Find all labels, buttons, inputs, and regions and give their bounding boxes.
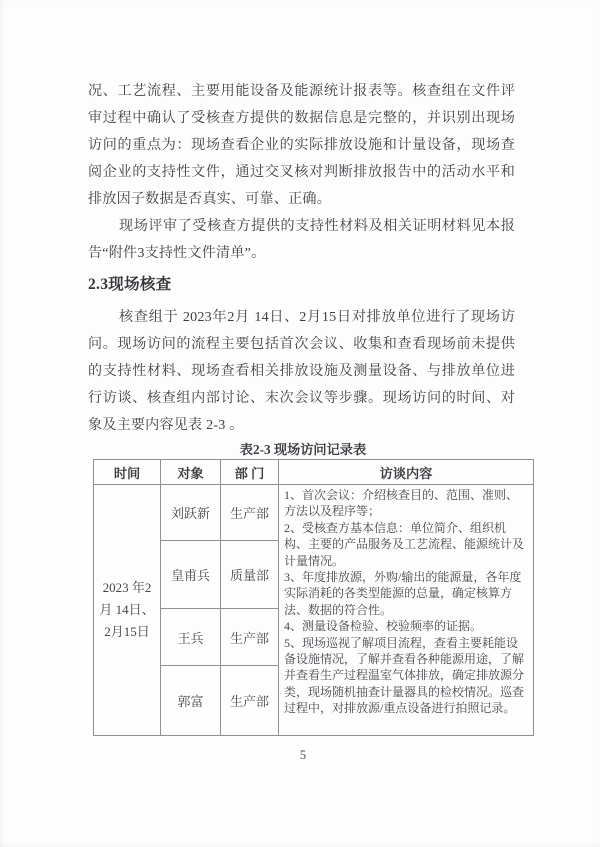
person-name-cell: 郭富 (161, 666, 221, 736)
page-content (88, 78, 525, 763)
table-row (94, 485, 534, 541)
table-caption: 表2-3 现场访问记录表 (239, 442, 367, 457)
person-name-cell: 王兵 (161, 609, 221, 666)
site-visit-record-table (93, 459, 534, 736)
interview-item: 5、现场巡视了解项目流程，查看主要耗能设备设施情况，了解并查看各种能源用途，了解并查看生产过程温室气体排放，确定排放源分类，现场随机抽查计量器具的检校情况。巡查过程中，对排放源/重点设备进行拍照记录。 (284, 635, 525, 716)
header-time: 时间 (94, 460, 161, 485)
interview-item: 1、首次会议：介绍核查目的、范围、准则、方法以及程序等； (284, 488, 519, 519)
department-cell: 生产部 (221, 485, 279, 541)
interview-content-cell (279, 485, 534, 736)
page-number: 5 (299, 748, 307, 762)
header-dept: 部 门 (221, 460, 279, 485)
department-cell: 生产部 (221, 609, 279, 666)
interview-item: 3、年度排放源，外购/输出的能源量，各年度实际消耗的各类型能源的总量，确定核算方法、数据的符合性。 (284, 570, 522, 617)
interview-item: 4、测量设备检验、校验频率的证据。 (284, 619, 483, 634)
department-cell: 质量部 (221, 541, 279, 609)
paragraph-site-visit-process: 核查组于 2023年2月 14日、2月15日对排放单位进行了现场访问。现场访问的流程主要包括首次会议、收集和查看现场前未提供的支持性材料、现场查看相关排放设施及测量设备、与排放单位进行访谈、核查组内部讨论、末次会议等步骤。现场访问的时间、对象及主要内容见表 2-3 。 (88, 309, 515, 433)
interview-item: 2、受核查方基本信息：单位简介、组织机构、主要的产品服务及工艺流程、能源统计及计量情况。 (284, 520, 525, 568)
paragraph-document-review-continuation: 况、工艺流程、主要用能设备及能源统计报表等。核查组在文件评审过程中确认了受核查方提供的数据信息是完整的，并识别出现场访问的重点为：现场查看企业的实际排放设施和计量设备，现场查阅企业的支持性文件，通过交叉核对判断排放报告中的活动水平和排放因子数据是否真实、可靠、正确。 (88, 83, 515, 207)
department-cell: 生产部 (221, 666, 279, 736)
person-name-cell: 皇甫兵 (161, 541, 221, 609)
section-heading-onsite-verification: 2.3现场核查 (88, 276, 172, 293)
paragraph-site-review-materials: 现场评审了受核查方提供的支持性材料及相关证明材料见本报告“附件3支持性文件清单”。 (88, 218, 515, 261)
header-person: 对象 (161, 460, 221, 485)
visit-time-cell: 2023 年2月 14日、2月15日 (94, 485, 161, 736)
header-content: 访谈内容 (279, 460, 534, 485)
table-header-row (94, 460, 534, 485)
person-name-cell: 刘跃新 (161, 485, 221, 541)
